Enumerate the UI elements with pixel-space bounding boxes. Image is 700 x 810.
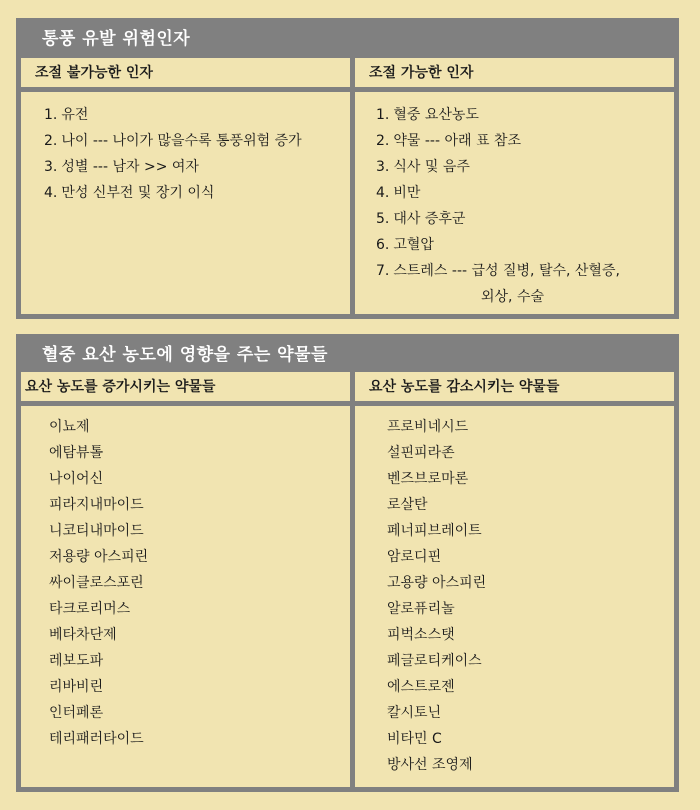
uncontrollable-list	[44, 102, 302, 206]
list-item: 2. 약물 --- 아래 표 참조	[376, 133, 521, 149]
drug-item: 저용량 아스피린	[49, 549, 149, 565]
drug-item: 알로퓨리놀	[387, 601, 455, 617]
drug-item: 로살탄	[387, 497, 428, 513]
drug-item: 피벅소스탯	[387, 627, 455, 643]
drug-item: 암로디핀	[387, 549, 442, 565]
list-item: 7. 스트레스 --- 급성 질병, 탈수, 산혈증,	[376, 263, 620, 279]
drug-item: 레보도파	[49, 653, 104, 669]
drug-item: 타크로리머스	[49, 601, 131, 617]
decrease-header: 요산 농도를 감소시키는 약물들	[355, 372, 674, 401]
drug-item: 칼시토닌	[387, 705, 442, 721]
risk-factors-title: 통풍 유발 위험인자	[42, 29, 191, 49]
decrease-cell	[355, 406, 674, 787]
list-item: 4. 만성 신부전 및 장기 이식	[44, 185, 215, 201]
list-item-continuation: 외상, 수술	[481, 289, 544, 305]
list-item: 4. 비만	[376, 185, 421, 201]
risk-factors-panel	[16, 18, 679, 319]
drug-item: 페너피브레이트	[387, 523, 482, 539]
drug-item: 나이어신	[49, 471, 104, 487]
drug-item: 싸이클로스포린	[49, 575, 144, 591]
uncontrollable-header: 조절 불가능한 인자	[21, 58, 350, 87]
increase-header: 요산 농도를 증가시키는 약물들	[21, 372, 350, 401]
drug-item: 설핀피라존	[387, 445, 455, 461]
drug-item: 고용량 아스피린	[387, 575, 487, 591]
drug-item: 에탐뷰톨	[49, 445, 104, 461]
drug-item: 에스트로젠	[387, 679, 455, 695]
drug-item: 이뇨제	[49, 419, 90, 435]
drug-item: 테리패러타이드	[49, 731, 144, 747]
drug-item: 벤즈브로마론	[387, 471, 469, 487]
drug-item: 니코티내마이드	[49, 523, 144, 539]
drug-item: 비타민 C	[387, 731, 442, 747]
drug-item: 베타차단제	[49, 627, 117, 643]
drugs-title: 혈중 요산 농도에 영향을 주는 약물들	[42, 345, 328, 365]
drugs-panel	[16, 334, 679, 792]
increase-drug-list	[49, 414, 148, 752]
decrease-drug-list	[387, 414, 486, 778]
list-item: 1. 혈중 요산농도	[376, 107, 479, 123]
list-item: 3. 성별 --- 남자 >> 여자	[44, 159, 199, 175]
drug-item: 리바비린	[49, 679, 104, 695]
controllable-cell	[355, 92, 674, 314]
controllable-list	[376, 102, 620, 310]
drug-item: 프로비네시드	[387, 419, 469, 435]
drug-item: 피라지내마이드	[49, 497, 144, 513]
increase-cell	[21, 406, 350, 787]
drug-item: 인터페론	[49, 705, 104, 721]
list-item: 1. 유전	[44, 107, 89, 123]
drug-item: 방사선 조영제	[387, 757, 473, 773]
controllable-header: 조절 가능한 인자	[355, 58, 674, 87]
list-item: 3. 식사 및 음주	[376, 159, 470, 175]
uncontrollable-cell	[21, 92, 350, 314]
list-item: 6. 고혈압	[376, 237, 434, 253]
list-item: 2. 나이 --- 나이가 많을수록 통풍위험 증가	[44, 133, 302, 149]
list-item: 5. 대사 증후군	[376, 211, 466, 227]
drug-item: 페글로티케이스	[387, 653, 482, 669]
